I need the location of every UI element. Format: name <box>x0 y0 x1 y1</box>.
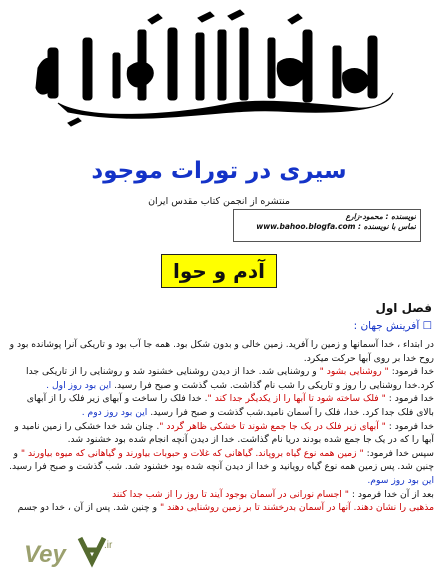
text-span: در ابتداء ، خدا آسمانها و زمین را آفرید. زمین خالی و بدون شکل بود. همه جا آب بود و تاریکی آنرا پوشانده بود و <box>9 339 434 350</box>
main-title: سیری در تورات موجود <box>91 158 347 184</box>
quote-span: " اجسام نورانی در آسمان بوجود آیند تا روز را از شب جدا کنند <box>112 488 349 500</box>
day-label: این بود روز اول . <box>46 379 112 391</box>
text-span: خدا فرمود : <box>385 420 434 432</box>
author-info-box <box>233 209 421 242</box>
text-span: و <box>13 447 21 459</box>
text-line <box>4 433 434 447</box>
text-line <box>4 392 434 406</box>
text-span: خدا فرمود: <box>388 366 434 378</box>
text-span: . خدا فلک را ساخت و آبهای زیر فلک را از آبهای <box>26 393 208 405</box>
day-label: این بود روز دوم . <box>81 406 148 418</box>
text-line <box>4 420 434 434</box>
text-line <box>4 338 434 352</box>
bismillah-calligraphy <box>28 8 408 128</box>
text-line <box>4 501 434 515</box>
quote-span: " روشنایی بشود " <box>319 366 389 378</box>
watermark-logo <box>18 528 122 578</box>
text-span: بالای فلک جدا کرد. خدا، فلک را آسمان نامید.شب گذشت و صبح فرا رسید. <box>147 406 434 418</box>
subsection-heading: ☐ آفرینش جهان : <box>353 320 432 332</box>
text-span: و چنین شد. پس از آن ، خدا دو جسم <box>17 502 160 514</box>
text-span: خدا فرمود : <box>385 393 434 405</box>
text-span: بعد از آن خدا فرمود : <box>349 488 434 500</box>
text-span: کرد.خدا روشنایی را روز و تاریکی را شب نام گذاشت. شب گذشت و صبح فرا رسید. <box>111 379 434 391</box>
text-span: روح خدا بر روی آبها حرکت میکرد. <box>303 352 434 364</box>
text-span: آبها را که در یک جا جمع شده بودند دریا نام گذاشت. خدا از دیدن آنچه انجام شده بود خشنود شد. <box>67 434 434 446</box>
text-line <box>4 406 434 420</box>
body-text <box>4 338 434 515</box>
text-line <box>4 379 434 393</box>
watermark-suffix: .ir <box>104 540 113 551</box>
quote-span: " آبهای زیر فلک در یک جا جمع شوند تا خشکی ظاهر گردد " <box>159 420 386 432</box>
text-span: سپس خدا فرمود: <box>363 447 434 459</box>
text-line <box>4 447 434 461</box>
subtitle: منتشره از انجمن کتاب مقدس ایران <box>148 196 290 207</box>
text-span: و روشنایی شد. خدا از دیدن روشنایی خشنود شد و روشنایی را از تاریکی جدا <box>26 366 320 378</box>
quote-span: مذهبی را نشان دهند. آنها در آسمان بدرخشند تا بر زمین روشنایی دهند " <box>159 502 434 514</box>
text-line <box>4 365 434 379</box>
text-span: چنین شد. پس زمین همه نوع گیاه رویانید و خدا از دیدن آنچه شده بود خشنود شد. شب گذشت و صبح فرا رسید. <box>9 461 434 473</box>
section-title: فصل اول <box>375 301 432 315</box>
day-label: این بود روز سوم. <box>367 474 434 486</box>
text-line <box>4 460 434 474</box>
quote-span: " فلک ساخته شود تا آبها را از یکدیگر جدا کند " <box>207 393 386 405</box>
chapter-title: آدم و حوا <box>161 254 277 288</box>
text-span: . چنان شد خدا خشکی را زمین نامید و <box>14 420 160 432</box>
quote-span: " زمین همه نوع گیاه بروپاند. گیاهانی که غلات و حبوبات بیاورند و گیاهانی که میوه بیاورند " <box>20 447 364 459</box>
author-line: نویسنده : محمود-زارع <box>345 212 416 221</box>
watermark-text: Vey <box>24 541 66 568</box>
text-line <box>4 488 434 502</box>
contact-line[interactable]: تماس با نویسنده : www.bahoo.blogfa.com <box>256 222 416 231</box>
text-line <box>4 352 434 366</box>
text-line <box>4 474 434 488</box>
